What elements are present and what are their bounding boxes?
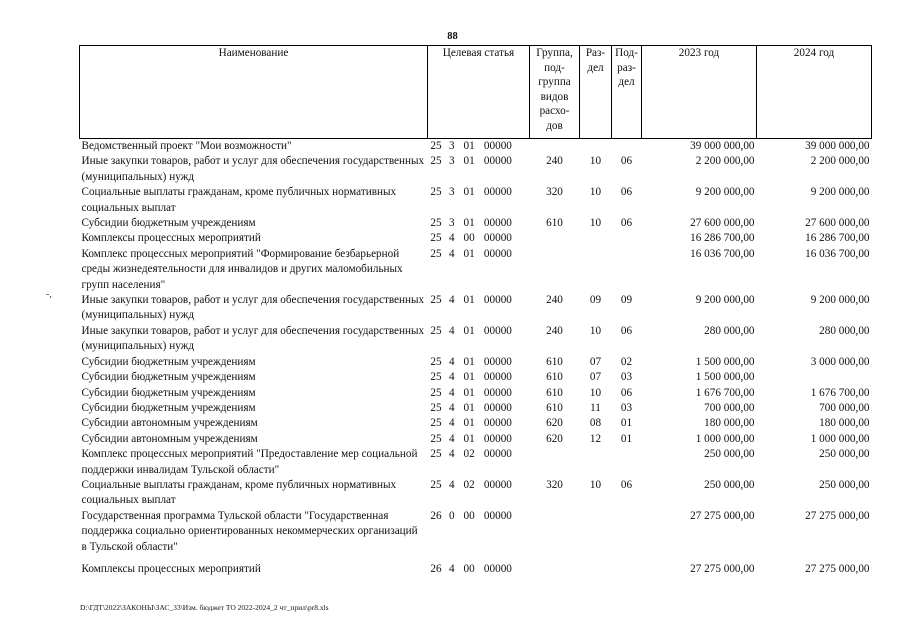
row-name: Социальные выплаты гражданам, кроме публичных нормативных социальных выплат <box>81 478 397 507</box>
row-value-2024: 180 000,00 <box>819 417 870 430</box>
row-target-article <box>428 216 530 231</box>
header-target-article: Целевая статья <box>428 46 530 139</box>
row-target-article <box>428 370 530 385</box>
row-target-article <box>428 447 530 478</box>
row-name: Субсидии бюджетным учреждениям <box>81 371 256 384</box>
target-article-part: 4 <box>449 386 455 399</box>
row-section: 10 <box>589 386 602 399</box>
target-article-part: 26 <box>430 562 442 575</box>
row-name: Субсидии бюджетным учреждениям <box>81 401 256 414</box>
row-name: Комплексы процессных мероприятий <box>81 232 261 245</box>
table-row <box>80 185 872 216</box>
target-article-part: 4 <box>449 371 455 384</box>
row-value-2024: 39 000 000,00 <box>805 140 870 152</box>
row-value-2023: 250 000,00 <box>704 448 755 461</box>
row-subsection <box>612 247 642 293</box>
table-row <box>80 324 872 355</box>
target-article-part: 25 <box>430 417 442 430</box>
row-target-article <box>428 355 530 370</box>
row-subsection <box>612 139 642 155</box>
target-article-part: 25 <box>430 448 442 461</box>
row-subsection: 02 <box>620 355 633 368</box>
target-article-part: 00000 <box>483 509 512 522</box>
target-article-part: 01 <box>463 417 475 430</box>
row-value-2023: 9 200 000,00 <box>695 186 755 199</box>
row-target-article <box>428 247 530 293</box>
row-target-article <box>428 478 530 509</box>
row-subsection: 06 <box>620 217 633 230</box>
row-name: Комплексы процессных мероприятий <box>81 562 261 575</box>
row-subsection: 01 <box>620 432 633 445</box>
row-section <box>580 509 612 555</box>
row-section <box>580 447 612 478</box>
target-article-part: 25 <box>430 386 442 399</box>
target-article-part: 00 <box>463 562 475 575</box>
row-name: Иные закупки товаров, работ и услуг для обеспечения государственных (муниципальных) нужд <box>81 324 425 353</box>
row-value-2023: 27 275 000,00 <box>690 509 755 522</box>
row-name: Субсидии бюджетным учреждениям <box>81 217 256 230</box>
row-subsection: 06 <box>620 186 633 199</box>
row-subsection <box>612 509 642 555</box>
row-expense-group <box>530 139 580 155</box>
table-row <box>80 478 872 509</box>
target-article-part: 00000 <box>483 448 512 461</box>
row-subsection: 09 <box>620 294 633 307</box>
table-row <box>80 247 872 293</box>
table-row <box>80 293 872 324</box>
row-value-2023: 16 286 700,00 <box>690 232 755 245</box>
row-value-2023: 180 000,00 <box>704 417 755 430</box>
budget-table <box>79 45 872 577</box>
target-article-part: 0 <box>449 509 455 522</box>
row-name: Государственная программа Тульской области "Государственная поддержка социально ориентированных некоммерческих организаций в Тульской области" <box>81 509 418 553</box>
row-section <box>580 555 612 577</box>
row-value-2024: 250 000,00 <box>819 478 870 491</box>
row-name: Субсидии автономным учреждениям <box>81 432 258 445</box>
row-subsection: 06 <box>620 478 633 491</box>
target-article-part: 4 <box>449 355 455 368</box>
target-article-part: 00000 <box>483 478 512 491</box>
row-target-article <box>428 509 530 555</box>
row-subsection: 03 <box>620 401 633 414</box>
row-value-2024: 9 200 000,00 <box>810 186 870 199</box>
row-expense-group: 240 <box>546 294 563 307</box>
target-article-part: 4 <box>449 247 455 260</box>
page-number: 88 <box>447 31 458 42</box>
row-expense-group <box>530 555 580 577</box>
row-value-2024: 250 000,00 <box>819 448 870 461</box>
target-article-part: 01 <box>463 386 475 399</box>
target-article-part: 3 <box>449 217 455 230</box>
row-target-article <box>428 185 530 216</box>
footer-file-path: D:\ГДТ\2022\ЗАКОНЫ\ЗАС_33\Изм. бюджет ТО 2022-2024_2 чт_прил\pr8.xls <box>80 603 329 612</box>
target-article-part: 3 <box>449 186 455 199</box>
row-value-2024: 2 200 000,00 <box>810 155 870 168</box>
row-value-2024: 1 676 700,00 <box>810 386 870 399</box>
target-article-part: 02 <box>463 448 475 461</box>
row-value-2024: 9 200 000,00 <box>810 294 870 307</box>
row-value-2023: 27 600 000,00 <box>690 217 755 230</box>
row-value-2023: 250 000,00 <box>704 478 755 491</box>
row-value-2023: 280 000,00 <box>704 324 755 337</box>
target-article-part: 25 <box>430 371 442 384</box>
margin-mark: -, <box>46 289 52 300</box>
row-target-article <box>428 293 530 324</box>
target-article-part: 00000 <box>483 155 512 168</box>
target-article-part: 00000 <box>483 232 512 245</box>
target-article-part: 00 <box>463 509 475 522</box>
row-value-2024: 27 600 000,00 <box>805 217 870 230</box>
target-article-part: 00000 <box>483 186 512 199</box>
row-expense-group: 240 <box>546 324 563 337</box>
row-subsection <box>612 447 642 478</box>
target-article-part: 01 <box>463 432 475 445</box>
target-article-part: 25 <box>430 478 442 491</box>
row-expense-group: 620 <box>546 432 563 445</box>
row-value-2024: 27 275 000,00 <box>805 562 870 575</box>
row-section: 11 <box>590 401 601 414</box>
row-target-article <box>428 324 530 355</box>
row-subsection: 03 <box>620 371 633 384</box>
row-subsection <box>612 555 642 577</box>
row-subsection: 06 <box>620 386 633 399</box>
row-expense-group: 610 <box>546 371 563 384</box>
target-article-part: 4 <box>449 562 455 575</box>
target-article-part: 01 <box>463 355 475 368</box>
row-subsection: 06 <box>620 324 633 337</box>
target-article-part: 00000 <box>483 355 512 368</box>
row-value-2024: 3 000 000,00 <box>810 355 870 368</box>
target-article-part: 00000 <box>483 386 512 399</box>
header-year-2023: 2023 год <box>642 46 757 139</box>
target-article-part: 01 <box>463 140 475 152</box>
target-article-part: 4 <box>449 232 455 245</box>
row-value-2024: 280 000,00 <box>819 324 870 337</box>
target-article-part: 01 <box>463 324 475 337</box>
row-section: 10 <box>589 186 602 199</box>
target-article-part: 4 <box>449 401 455 414</box>
row-section: 08 <box>589 417 602 430</box>
target-article-part: 25 <box>430 186 442 199</box>
row-section: 09 <box>589 294 602 307</box>
row-expense-group: 610 <box>546 355 563 368</box>
row-subsection <box>612 231 642 246</box>
target-article-part: 00000 <box>483 417 512 430</box>
target-article-part: 02 <box>463 478 475 491</box>
row-section <box>580 247 612 293</box>
header-subsection: Под- раз- дел <box>612 46 642 139</box>
row-section: 12 <box>589 432 602 445</box>
row-section: 10 <box>589 478 602 491</box>
target-article-part: 01 <box>463 401 475 414</box>
row-subsection: 06 <box>620 155 633 168</box>
row-section <box>580 139 612 155</box>
row-target-article <box>428 555 530 577</box>
target-article-part: 00000 <box>483 401 512 414</box>
row-target-article <box>428 154 530 185</box>
row-name: Субсидии бюджетным учреждениям <box>81 355 256 368</box>
row-target-article <box>428 401 530 416</box>
row-value-2023: 2 200 000,00 <box>695 155 755 168</box>
row-target-article <box>428 231 530 246</box>
target-article-part: 25 <box>430 247 442 260</box>
table-row <box>80 139 872 155</box>
row-value-2023: 27 275 000,00 <box>690 562 755 575</box>
row-value-2023: 1 676 700,00 <box>695 386 755 399</box>
row-value-2024: 16 286 700,00 <box>805 232 870 245</box>
target-article-part: 25 <box>430 155 442 168</box>
target-article-part: 25 <box>430 232 442 245</box>
table-row <box>80 216 872 231</box>
row-target-article <box>428 386 530 401</box>
header-year-2024: 2024 год <box>757 46 872 139</box>
target-article-part: 01 <box>463 294 475 307</box>
row-expense-group: 610 <box>546 401 563 414</box>
target-article-part: 25 <box>430 355 442 368</box>
target-article-part: 4 <box>449 324 455 337</box>
row-section: 07 <box>589 371 602 384</box>
row-name: Комплекс процессных мероприятий "Формирование безбарьерной среды жизнедеятельности для инвалидов и других маломобильных групп населения" <box>81 247 403 291</box>
table-row <box>80 370 872 385</box>
header-expense-group: Группа, под- группа видов расхо- дов <box>530 46 580 139</box>
target-article-part: 25 <box>430 140 442 152</box>
target-article-part: 00 <box>463 232 475 245</box>
target-article-part: 25 <box>430 294 442 307</box>
row-section: 10 <box>589 324 602 337</box>
target-article-part: 25 <box>430 401 442 414</box>
target-article-part: 25 <box>430 432 442 445</box>
table-row <box>80 154 872 185</box>
row-section: 10 <box>589 217 602 230</box>
target-article-part: 01 <box>463 217 475 230</box>
table-row <box>80 386 872 401</box>
table-row <box>80 432 872 447</box>
row-expense-group <box>530 247 580 293</box>
target-article-part: 4 <box>449 432 455 445</box>
header-section: Раз- дел <box>580 46 612 139</box>
row-value-2023: 9 200 000,00 <box>695 294 755 307</box>
target-article-part: 25 <box>430 217 442 230</box>
row-expense-group: 610 <box>546 217 563 230</box>
row-value-2023: 1 500 000,00 <box>695 355 755 368</box>
row-name: Иные закупки товаров, работ и услуг для обеспечения государственных (муниципальных) нужд <box>81 155 425 183</box>
target-article-part: 01 <box>463 155 475 168</box>
target-article-part: 01 <box>463 371 475 384</box>
row-value-2024 <box>757 370 872 385</box>
table-row <box>80 401 872 416</box>
row-value-2023: 700 000,00 <box>704 401 755 414</box>
row-expense-group: 240 <box>546 155 563 168</box>
target-article-part: 00000 <box>483 371 512 384</box>
header-name: Наименование <box>80 46 428 139</box>
table-row <box>80 416 872 431</box>
target-article-part: 4 <box>449 294 455 307</box>
row-expense-group: 610 <box>546 386 563 399</box>
target-article-part: 4 <box>449 417 455 430</box>
target-article-part: 01 <box>463 186 475 199</box>
row-subsection: 01 <box>620 417 633 430</box>
row-expense-group <box>530 231 580 246</box>
row-value-2023: 39 000 000,00 <box>690 140 755 152</box>
row-value-2024: 27 275 000,00 <box>805 509 870 522</box>
target-article-part: 01 <box>463 247 475 260</box>
row-expense-group <box>530 509 580 555</box>
row-expense-group: 320 <box>546 478 563 491</box>
target-article-part: 00000 <box>483 247 512 260</box>
row-target-article <box>428 432 530 447</box>
table-row <box>80 355 872 370</box>
row-name: Комплекс процессных мероприятий "Предоставление мер социальной поддержки инвалидам Тульской области" <box>81 448 418 476</box>
row-expense-group: 320 <box>546 186 563 199</box>
row-name: Иные закупки товаров, работ и услуг для обеспечения государственных (муниципальных) нужд <box>81 294 425 322</box>
target-article-part: 3 <box>449 155 455 168</box>
row-name: Социальные выплаты гражданам, кроме публичных нормативных социальных выплат <box>81 186 397 214</box>
table-row <box>80 231 872 246</box>
target-article-part: 25 <box>430 324 442 337</box>
row-value-2023: 16 036 700,00 <box>690 247 755 260</box>
target-article-part: 00000 <box>483 294 512 307</box>
target-article-part: 00000 <box>483 140 512 152</box>
row-value-2024: 1 000 000,00 <box>810 432 870 445</box>
table-header-row <box>80 46 872 139</box>
target-article-part: 4 <box>449 478 455 491</box>
row-name: Субсидии автономным учреждениям <box>81 417 258 430</box>
table-row <box>80 447 872 478</box>
target-article-part: 00000 <box>483 324 512 337</box>
row-target-article <box>428 139 530 155</box>
row-section: 10 <box>589 155 602 168</box>
table-row <box>80 509 872 555</box>
row-name: Субсидии бюджетным учреждениям <box>81 386 256 399</box>
target-article-part: 00000 <box>483 562 512 575</box>
row-target-article <box>428 416 530 431</box>
row-name: Ведомственный проект "Мои возможности" <box>81 140 292 152</box>
target-article-part: 26 <box>430 509 442 522</box>
row-value-2024: 16 036 700,00 <box>805 247 870 260</box>
target-article-part: 00000 <box>483 432 512 445</box>
row-section: 07 <box>589 355 602 368</box>
row-expense-group <box>530 447 580 478</box>
row-value-2023: 1 000 000,00 <box>695 432 755 445</box>
row-value-2024: 700 000,00 <box>819 401 870 414</box>
target-article-part: 3 <box>449 140 455 152</box>
row-expense-group: 620 <box>546 417 563 430</box>
row-section <box>580 231 612 246</box>
table-row <box>80 555 872 577</box>
row-value-2023: 1 500 000,00 <box>695 371 755 384</box>
target-article-part: 4 <box>449 448 455 461</box>
target-article-part: 00000 <box>483 217 512 230</box>
